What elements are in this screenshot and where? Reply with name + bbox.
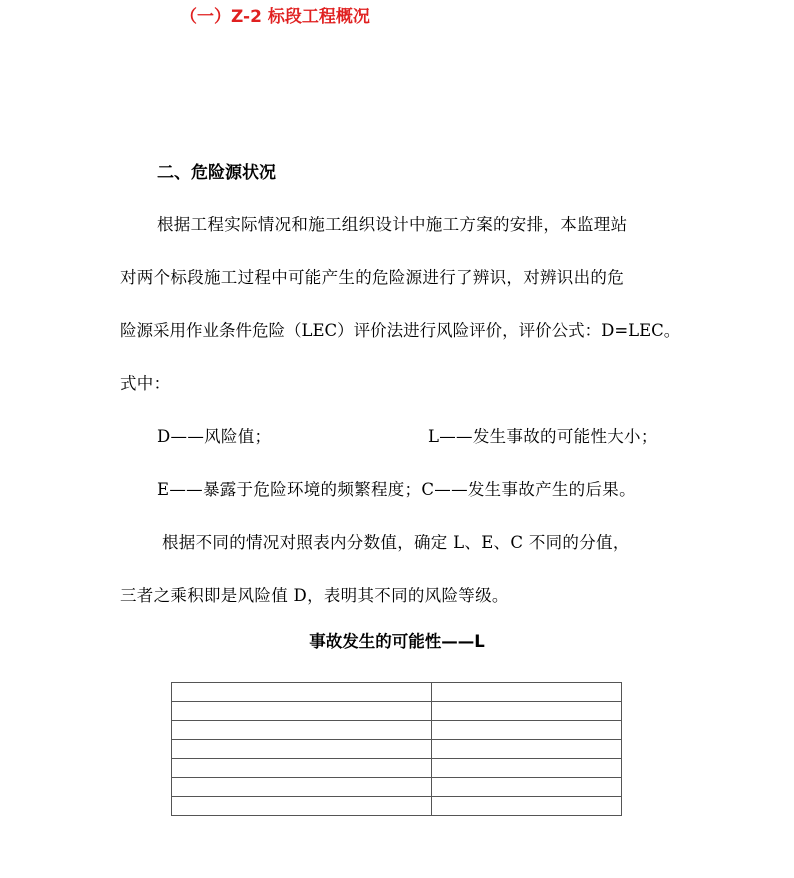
section-heading-red: （一）Z-2 标段工程概况 bbox=[180, 7, 370, 27]
table-cell bbox=[432, 778, 622, 797]
table-row bbox=[172, 778, 622, 797]
paragraph-line: 三者之乘积即是风险值 D，表明其不同的风险等级。 bbox=[120, 586, 509, 605]
table-cell bbox=[432, 721, 622, 740]
paragraph-line: 险源采用作业条件危险（LEC）评价法进行风险评价，评价公式：D=LEC。 bbox=[120, 321, 681, 340]
table-row bbox=[172, 702, 622, 721]
paragraph-line: 根据不同的情况对照表内分数值，确定 L、E、C 不同的分值， bbox=[162, 533, 630, 552]
paragraph-line: 式中： bbox=[120, 374, 171, 393]
table-cell bbox=[432, 740, 622, 759]
table-cell bbox=[172, 721, 432, 740]
table-title: 事故发生的可能性——L bbox=[309, 632, 485, 651]
definition-d: D——风险值； bbox=[157, 427, 272, 446]
table-cell bbox=[432, 683, 622, 702]
table-cell bbox=[172, 702, 432, 721]
table-row bbox=[172, 683, 622, 702]
table-row bbox=[172, 721, 622, 740]
definition-e-c: E——暴露于危险环境的频繁程度；C——发生事故产生的后果。 bbox=[157, 480, 636, 499]
likelihood-table bbox=[171, 682, 622, 816]
table-cell bbox=[172, 759, 432, 778]
table-cell bbox=[172, 778, 432, 797]
paragraph-line: 对两个标段施工过程中可能产生的危险源进行了辨识，对辨识出的危 bbox=[120, 268, 624, 287]
table-cell bbox=[432, 702, 622, 721]
table-row bbox=[172, 797, 622, 816]
section-heading: 二、危险源状况 bbox=[157, 163, 276, 183]
table-cell bbox=[432, 759, 622, 778]
paragraph-line: 根据工程实际情况和施工组织设计中施工方案的安排，本监理站 bbox=[157, 215, 628, 234]
table-row bbox=[172, 740, 622, 759]
table-row bbox=[172, 759, 622, 778]
table-cell bbox=[172, 797, 432, 816]
table-cell bbox=[172, 740, 432, 759]
table-cell bbox=[432, 797, 622, 816]
table-cell bbox=[172, 683, 432, 702]
definition-l: L——发生事故的可能性大小； bbox=[428, 427, 658, 446]
